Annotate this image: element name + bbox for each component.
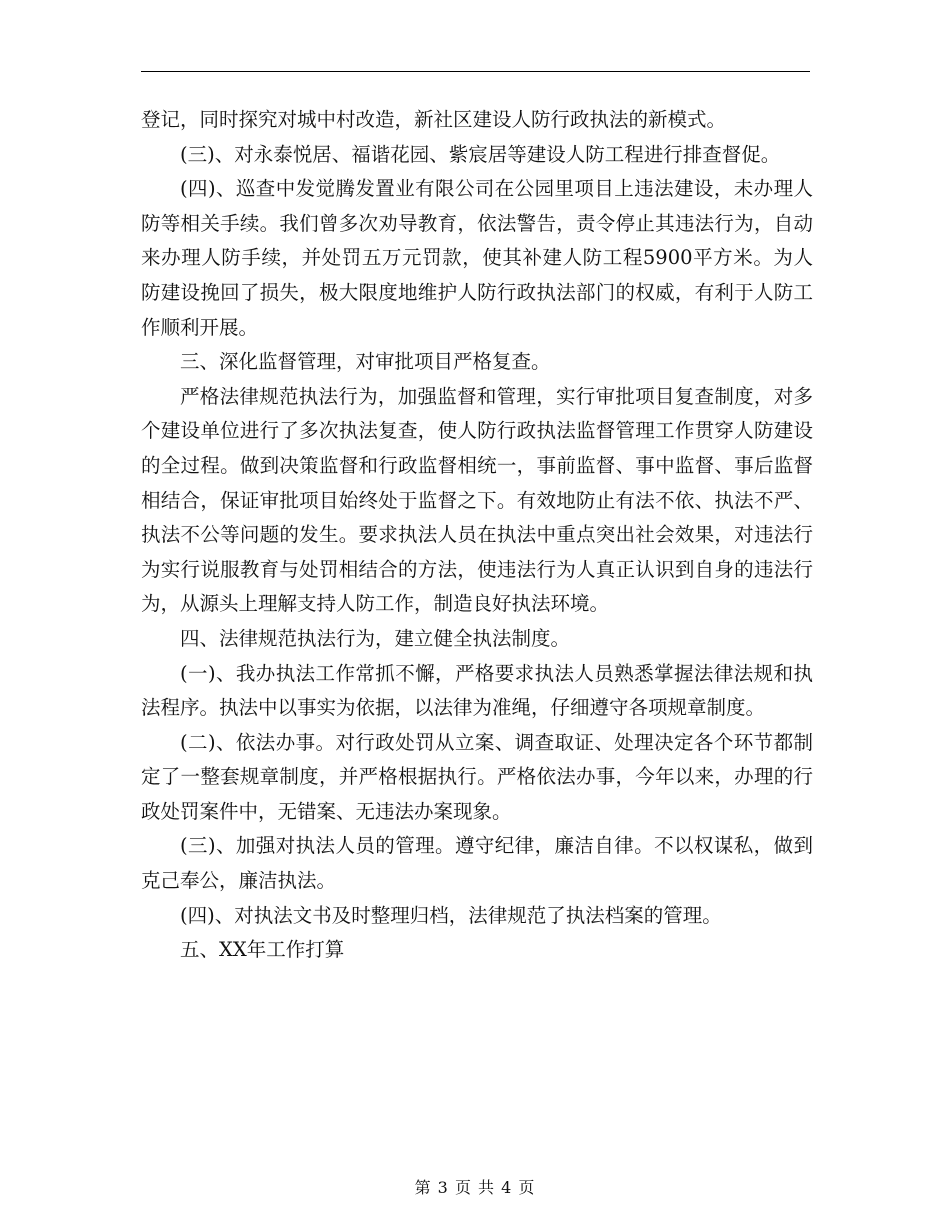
paragraph-supervision: 严格法律规范执法行为，加强监督和管理，实行审批项目复查制度，对多个建设单位进行了多次执法复查，使人防行政执法监督管理工作贯穿人防建设的全过程。做到决策监督和行政监督相统一，事前监督、事中监督、事后监督相结合，保证审批项目始终处于监督之下。有效地防止有法不依、执法不严、执法不公等问题的发生。要求执法人员在执法中重点突出社会效果，对违法行为实行说服教育与处罚相结合的方法，使违法行为人真正认识到自身的违法行为，从源头上理解支持人防工作，制造良好执法环境。 (141, 384, 813, 616)
paragraph-sub-4: (四)、对执法文书及时整理归档，法律规范了执法档案的管理。 (180, 903, 722, 927)
page-number: 第 3 页 共 4 页 (414, 1178, 536, 1197)
paragraph-sub-1: (一)、我办执法工作常抓不懈，严格要求执法人员熟悉掌握法律法规和执法程序。执法中以事实为依据，以法律为准绳，仔细遵守各项规章制度。 (141, 661, 813, 720)
section-heading-3: 三、深化监督管理，对审批项目严格复查。 (180, 350, 551, 374)
header-rule (141, 71, 810, 72)
paragraph-item-4: (四)、巡查中发觉腾发置业有限公司在公园里项目上违法建设，未办理人防等相关手续。我们曾多次劝导教育，依法警告，责令停止其违法行为，自动来办理人防手续，并处罚五万元罚款，使其补建人防工程5900平方米。为人防建设挽回了损失，极大限度地维护人防行政执法部门的权威，有利于人防工作顺利开展。 (141, 177, 813, 339)
section-heading-4: 四、法律规范执法行为，建立健全执法制度。 (180, 626, 571, 650)
paragraph-continuation: 登记，同时探究对城中村改造，新社区建设人防行政执法的新模式。 (141, 108, 727, 131)
section-heading-5: 五、XX年工作打算 (180, 938, 345, 962)
paragraph-sub-3: (三)、加强对执法人员的管理。遵守纪律，廉洁自律。不以权谋私，做到克己奉公，廉洁执法。 (141, 834, 813, 893)
paragraph-item-3: (三)、对永泰悦居、福谐花园、紫宸居等建设人防工程进行排查督促。 (180, 142, 781, 166)
document-body (141, 103, 813, 968)
paragraph-sub-2: (二)、依法办事。对行政处罚从立案、调查取证、处理决定各个环节都制定了一整套规章制度，并严格根据执行。严格依法办事，今年以来，办理的行政处罚案件中，无错案、无违法办案现象。 (141, 730, 813, 823)
